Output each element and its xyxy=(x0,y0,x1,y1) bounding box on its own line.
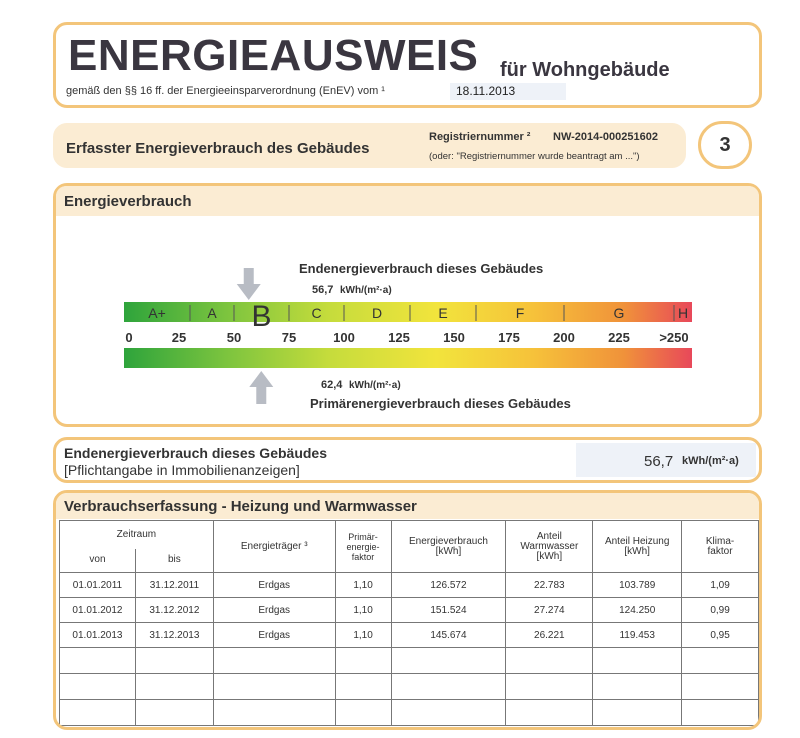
consumption-record-section xyxy=(53,490,762,730)
tick-label: 150 xyxy=(443,330,465,345)
to-header: bis xyxy=(135,549,213,573)
cell-factor: 1,10 xyxy=(335,598,391,623)
class-label-h: H xyxy=(677,305,689,321)
tick-label: 200 xyxy=(553,330,575,345)
primary-energy-value: 62,4 xyxy=(321,379,343,391)
cell-warmwater: 27.274 xyxy=(506,598,593,623)
cell-climate-factor: 0,99 xyxy=(682,598,759,623)
table-row xyxy=(60,598,759,623)
end-energy-summary xyxy=(53,437,762,483)
end-energy-value: 56,7 xyxy=(312,284,334,296)
legal-basis: gemäß den §§ 16 ff. der Energieeinsparverordnung (EnEV) vom ¹ xyxy=(66,85,385,97)
tick-label: 50 xyxy=(226,330,242,345)
registration-note: (oder: "Registriernummer wurde beantragt am ...") xyxy=(429,151,640,162)
class-label-aplus: A+ xyxy=(148,305,166,321)
tick-label: 175 xyxy=(498,330,520,345)
energy-consumption-section xyxy=(53,183,762,427)
cell-carrier: Erdgas xyxy=(213,623,335,648)
cell-from: 01.01.2013 xyxy=(60,623,136,648)
class-label-e: E xyxy=(438,305,448,321)
summary-value: 56,7 xyxy=(644,453,674,470)
end-energy-arrow xyxy=(237,268,261,300)
cell-to: 31.12.2013 xyxy=(135,623,213,648)
climate-factor-header: Klima- faktor xyxy=(682,521,759,573)
tick-label: 25 xyxy=(171,330,187,345)
section-header xyxy=(56,186,759,216)
section-title: Energieverbrauch xyxy=(64,193,192,210)
primary-energy-label: Primärenergieverbrauch dieses Gebäudes xyxy=(310,396,571,411)
carrier-header: Energieträger ³ xyxy=(213,521,335,573)
summary-title: Endenergieverbrauch dieses Gebäudes xyxy=(64,445,327,461)
cell-carrier: Erdgas xyxy=(213,598,335,623)
empty-row xyxy=(60,648,759,674)
section-header xyxy=(56,493,759,519)
energy-scale xyxy=(56,216,759,426)
from-header: von xyxy=(60,549,136,573)
primary-energy-arrow xyxy=(249,371,273,404)
registration-number-label: Registriernummer ² xyxy=(429,131,531,143)
cell-factor: 1,10 xyxy=(335,623,391,648)
tick-label: 0 xyxy=(125,330,133,345)
summary-note: [Pflichtangabe in Immobilienanzeigen] xyxy=(64,462,300,478)
cell-warmwater: 26.221 xyxy=(506,623,593,648)
certificate-header xyxy=(53,22,762,108)
tick-label: >250 xyxy=(659,330,689,345)
tick-labels xyxy=(125,330,688,345)
summary-unit: kWh/(m²·a) xyxy=(682,455,739,467)
class-label-a: A xyxy=(207,305,217,321)
class-label-d: D xyxy=(371,305,383,321)
section-title: Verbrauchserfassung - Heizung und Warmwasser xyxy=(64,498,417,515)
cell-to: 31.12.2012 xyxy=(135,598,213,623)
cell-climate-factor: 0,95 xyxy=(682,623,759,648)
cell-consumption: 151.524 xyxy=(391,598,506,623)
cell-to: 31.12.2011 xyxy=(135,573,213,598)
cell-consumption: 126.572 xyxy=(391,573,506,598)
document-title: ENERGIEAUSWEIS xyxy=(68,31,479,80)
primary-energy-unit: kWh/(m²·a) xyxy=(349,380,401,391)
consumption-table xyxy=(59,520,759,726)
cell-climate-factor: 1,09 xyxy=(682,573,759,598)
class-label-c: C xyxy=(311,305,322,321)
class-label-b: B xyxy=(251,300,272,333)
primary-factor-header: Primär- energie- faktor xyxy=(335,521,391,573)
document-subtitle: für Wohngebäude xyxy=(500,59,670,81)
class-label-g: G xyxy=(613,305,625,321)
up-arrow-icon xyxy=(249,371,273,404)
table-row xyxy=(60,573,759,598)
cell-from: 01.01.2011 xyxy=(60,573,136,598)
consumption-header: Energieverbrauch [kWh] xyxy=(391,521,506,573)
cell-consumption: 145.674 xyxy=(391,623,506,648)
tick-label: 225 xyxy=(608,330,630,345)
section-label: Erfasster Energieverbrauch des Gebäudes xyxy=(66,140,370,157)
period-header: Zeitraum xyxy=(60,521,214,549)
empty-row xyxy=(60,700,759,726)
heating-header: Anteil Heizung [kWh] xyxy=(593,521,682,573)
end-energy-label: Endenergieverbrauch dieses Gebäudes xyxy=(299,261,544,276)
cell-from: 01.01.2012 xyxy=(60,598,136,623)
cell-factor: 1,10 xyxy=(335,573,391,598)
registration-row xyxy=(53,123,686,168)
empty-row xyxy=(60,674,759,700)
cell-warmwater: 22.783 xyxy=(506,573,593,598)
page-number-badge xyxy=(698,121,752,169)
cell-heating: 103.789 xyxy=(593,573,682,598)
lower-scale-bar xyxy=(124,348,692,368)
registration-number-value: NW-2014-000251602 xyxy=(553,131,658,143)
down-arrow-icon xyxy=(237,268,261,300)
end-energy-unit: kWh/(m²·a) xyxy=(340,285,392,296)
cell-carrier: Erdgas xyxy=(213,573,335,598)
cell-heating: 124.250 xyxy=(593,598,682,623)
table-row xyxy=(60,623,759,648)
tick-label: 75 xyxy=(281,330,297,345)
tick-label: 100 xyxy=(333,330,355,345)
tick-label: 125 xyxy=(388,330,410,345)
page-number: 3 xyxy=(719,134,731,156)
regulation-date: 18.11.2013 xyxy=(450,83,566,100)
warmwater-header: Anteil Warmwasser [kWh] xyxy=(506,521,593,573)
class-label-f: F xyxy=(515,305,525,321)
cell-heating: 119.453 xyxy=(593,623,682,648)
